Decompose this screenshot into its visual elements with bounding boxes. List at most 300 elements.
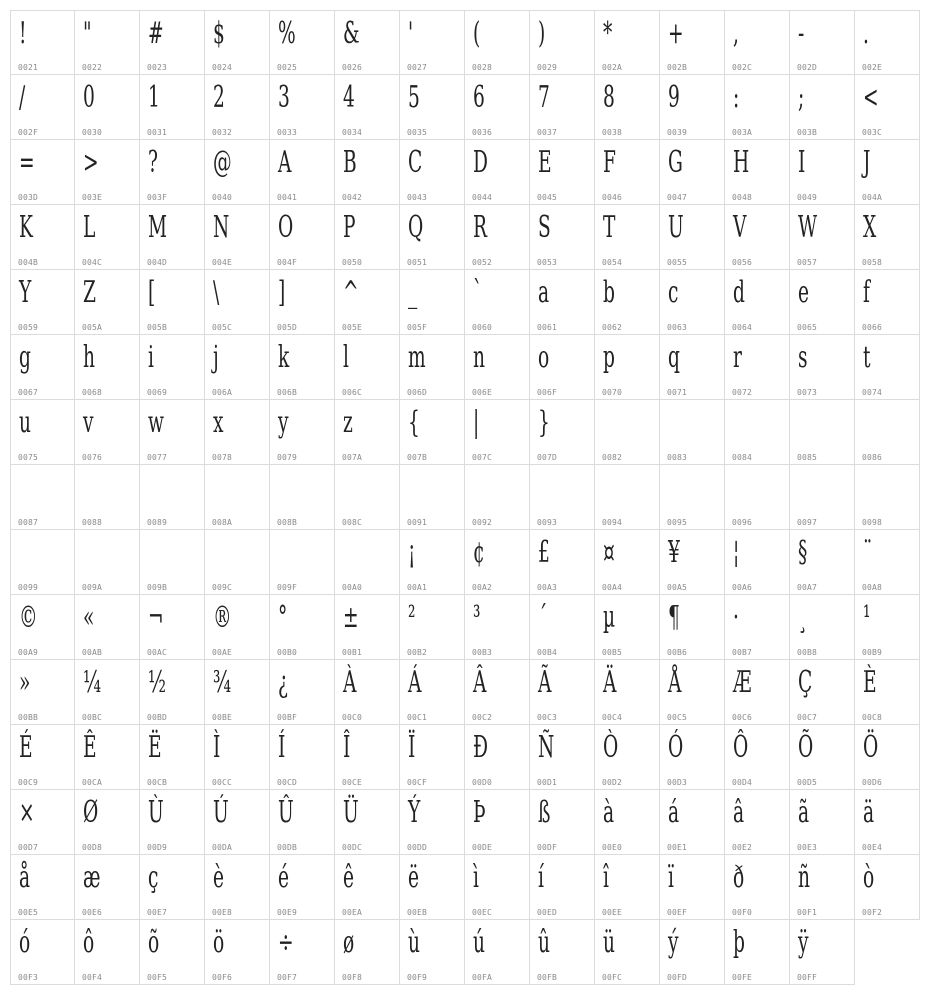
- glyph-cell: [725, 595, 790, 660]
- codepoint-label: 00D4: [732, 778, 753, 787]
- codepoint-label: 0032: [212, 128, 233, 137]
- glyph-sample: w: [148, 405, 164, 440]
- codepoint-label: 00BF: [277, 713, 298, 722]
- glyph-sample: T: [603, 210, 616, 245]
- glyph-sample: j: [213, 340, 219, 375]
- glyph-cell: [75, 400, 140, 465]
- codepoint-label: 00C7: [797, 713, 818, 722]
- glyph-cell: [140, 400, 205, 465]
- codepoint-label: 00EE: [602, 908, 623, 917]
- glyph-cell: [270, 855, 335, 920]
- glyph-cell: [465, 75, 530, 140]
- glyph-cell: [75, 10, 140, 75]
- glyph-sample: ·: [733, 600, 739, 635]
- codepoint-label: 00DC: [342, 843, 363, 852]
- codepoint-label: 005C: [212, 323, 233, 332]
- glyph-sample: é: [278, 860, 290, 895]
- glyph-sample: 9: [668, 80, 680, 115]
- glyph-cell: [205, 725, 270, 790]
- glyph-sample: ^: [343, 275, 359, 310]
- glyph-cell: [400, 530, 465, 595]
- glyph-sample: I: [798, 145, 806, 180]
- glyph-sample: Ê: [83, 730, 97, 765]
- glyph-sample: Ö: [863, 730, 879, 765]
- glyph-cell: [595, 465, 660, 530]
- glyph-sample: ): [538, 16, 546, 51]
- glyph-sample: Æ: [733, 665, 752, 700]
- codepoint-label: 003B: [797, 128, 818, 137]
- glyph-sample: ï: [668, 860, 674, 895]
- codepoint-label: 00B5: [602, 648, 623, 657]
- glyph-sample: e: [798, 275, 810, 310]
- glyph-cell: [465, 530, 530, 595]
- codepoint-label: 00F4: [82, 973, 103, 982]
- glyph-cell: [465, 335, 530, 400]
- glyph-cell: [465, 465, 530, 530]
- codepoint-label: 0044: [472, 193, 493, 202]
- codepoint-label: 0046: [602, 193, 623, 202]
- codepoint-label: 00F9: [407, 973, 428, 982]
- codepoint-label: 0049: [797, 193, 818, 202]
- codepoint-label: 00E7: [147, 908, 168, 917]
- glyph-cell: [530, 10, 595, 75]
- glyph-cell: [75, 465, 140, 530]
- glyph-sample: Ð: [473, 730, 489, 765]
- glyph-sample: Þ: [473, 795, 486, 830]
- glyph-cell: [660, 140, 725, 205]
- glyph-cell: [205, 335, 270, 400]
- glyph-cell: [10, 660, 75, 725]
- glyph-cell: [75, 725, 140, 790]
- codepoint-label: 002A: [602, 63, 623, 72]
- glyph-sample: í: [538, 860, 544, 895]
- glyph-cell: [660, 205, 725, 270]
- glyph-cell: [725, 10, 790, 75]
- glyph-cell: [400, 400, 465, 465]
- glyph-sample: ¥: [668, 535, 680, 570]
- codepoint-label: 0055: [667, 258, 688, 267]
- glyph-cell: [660, 855, 725, 920]
- glyph-sample: ½: [148, 665, 167, 700]
- glyph-cell: [75, 270, 140, 335]
- glyph-sample: N: [213, 210, 230, 245]
- glyph-sample: Ì: [213, 730, 221, 765]
- glyph-cell: [270, 725, 335, 790]
- glyph-sample: g: [19, 340, 31, 375]
- glyph-cell: [595, 920, 660, 985]
- codepoint-label: 00E8: [212, 908, 233, 917]
- glyph-sample: ð: [733, 860, 745, 895]
- codepoint-label: 002E: [862, 63, 883, 72]
- codepoint-label: 00F3: [18, 973, 39, 982]
- glyph-sample: a: [538, 275, 550, 310]
- glyph-sample: æ: [83, 860, 101, 895]
- codepoint-label: 0067: [18, 388, 39, 397]
- glyph-sample: 0: [83, 80, 95, 115]
- codepoint-label: 0031: [147, 128, 168, 137]
- codepoint-label: 0037: [537, 128, 558, 137]
- codepoint-label: 008C: [342, 518, 363, 527]
- codepoint-label: 004E: [212, 258, 233, 267]
- codepoint-label: 002B: [667, 63, 688, 72]
- codepoint-label: 0038: [602, 128, 623, 137]
- codepoint-label: 00AC: [147, 648, 168, 657]
- codepoint-label: 00C0: [342, 713, 363, 722]
- glyph-cell: [75, 75, 140, 140]
- codepoint-label: 00DF: [537, 843, 558, 852]
- glyph-sample: &: [343, 16, 360, 51]
- glyph-sample: Å: [668, 665, 682, 700]
- codepoint-label: 00CC: [212, 778, 233, 787]
- glyph-cell: [335, 660, 400, 725]
- codepoint-label: 005D: [277, 323, 298, 332]
- codepoint-label: 00E5: [18, 908, 39, 917]
- glyph-cell: [725, 205, 790, 270]
- codepoint-label: 00FD: [667, 973, 688, 982]
- glyph-cell: [790, 335, 855, 400]
- glyph-cell: [790, 660, 855, 725]
- glyph-cell: [270, 920, 335, 985]
- glyph-cell: [335, 400, 400, 465]
- glyph-sample: ã: [798, 795, 810, 830]
- glyph-sample: b: [603, 275, 615, 310]
- glyph-cell: [10, 855, 75, 920]
- codepoint-label: 0029: [537, 63, 558, 72]
- glyph-sample: ß: [538, 795, 551, 830]
- glyph-cell: [270, 660, 335, 725]
- glyph-sample: ý: [668, 925, 679, 960]
- glyph-sample: E: [538, 145, 552, 180]
- codepoint-label: 00CF: [407, 778, 428, 787]
- glyph-sample: ¾: [213, 665, 232, 700]
- glyph-cell: [465, 660, 530, 725]
- codepoint-label: 0045: [537, 193, 558, 202]
- glyph-sample: r: [733, 340, 742, 375]
- codepoint-label: 0073: [797, 388, 818, 397]
- glyph-cell: [270, 140, 335, 205]
- glyph-cell: [270, 270, 335, 335]
- glyph-sample: U: [668, 210, 684, 245]
- glyph-sample: è: [213, 860, 225, 895]
- glyph-cell: [10, 140, 75, 205]
- codepoint-label: 004F: [277, 258, 298, 267]
- glyph-sample: ì: [473, 860, 479, 895]
- codepoint-label: 0058: [862, 258, 883, 267]
- glyph-sample: c: [668, 275, 679, 310]
- glyph-cell: [530, 595, 595, 660]
- codepoint-label: 00E1: [667, 843, 688, 852]
- codepoint-label: 0042: [342, 193, 363, 202]
- glyph-cell: [530, 920, 595, 985]
- glyph-sample: Î: [343, 730, 351, 765]
- glyph-sample: >: [83, 145, 99, 180]
- codepoint-label: 00E2: [732, 843, 753, 852]
- codepoint-label: 0059: [18, 323, 39, 332]
- glyph-cell: [660, 270, 725, 335]
- glyph-cell: [855, 335, 920, 400]
- codepoint-label: 00F6: [212, 973, 233, 982]
- glyph-sample: +: [668, 16, 684, 51]
- glyph-cell: [660, 920, 725, 985]
- glyph-cell: [140, 920, 205, 985]
- glyph-cell: [140, 205, 205, 270]
- glyph-cell: [270, 465, 335, 530]
- glyph-cell: [530, 855, 595, 920]
- codepoint-label: 0099: [18, 583, 39, 592]
- glyph-cell: [660, 400, 725, 465]
- glyph-sample: W: [798, 210, 818, 245]
- glyph-cell: [855, 465, 920, 530]
- codepoint-label: 00DB: [277, 843, 298, 852]
- glyph-sample: `: [473, 275, 483, 310]
- codepoint-label: 0033: [277, 128, 298, 137]
- codepoint-label: 00EC: [472, 908, 493, 917]
- glyph-sample: ç: [148, 860, 159, 895]
- glyph-cell: [855, 140, 920, 205]
- glyph-cell: [205, 790, 270, 855]
- codepoint-label: 00D8: [82, 843, 103, 852]
- glyph-sample: _: [408, 275, 418, 310]
- codepoint-label: 00CB: [147, 778, 168, 787]
- codepoint-label: 00A2: [472, 583, 493, 592]
- glyph-sample: R: [473, 210, 488, 245]
- glyph-sample: x: [213, 405, 224, 440]
- glyph-sample: ú: [473, 925, 485, 960]
- glyph-sample: ®: [213, 600, 232, 635]
- codepoint-label: 00FC: [602, 973, 623, 982]
- codepoint-label: 0068: [82, 388, 103, 397]
- glyph-cell: [790, 595, 855, 660]
- codepoint-label: 00D7: [18, 843, 39, 852]
- codepoint-label: 00BB: [18, 713, 39, 722]
- glyph-cell: [660, 530, 725, 595]
- codepoint-label: 00A6: [732, 583, 753, 592]
- codepoint-label: 00ED: [537, 908, 558, 917]
- glyph-sample: @: [213, 145, 232, 180]
- glyph-cell: [790, 725, 855, 790]
- codepoint-label: 00BE: [212, 713, 233, 722]
- glyph-cell: [725, 790, 790, 855]
- codepoint-label: 00A7: [797, 583, 818, 592]
- glyph-sample: z: [343, 405, 353, 440]
- codepoint-label: 0057: [797, 258, 818, 267]
- glyph-cell: [725, 530, 790, 595]
- codepoint-label: 0083: [667, 453, 688, 462]
- glyph-cell: [335, 140, 400, 205]
- codepoint-label: 00C2: [472, 713, 493, 722]
- glyph-cell: [205, 10, 270, 75]
- glyph-sample: ¼: [83, 665, 102, 700]
- glyph-cell: [400, 595, 465, 660]
- glyph-cell: [205, 920, 270, 985]
- glyph-sample: X: [863, 210, 877, 245]
- glyph-cell: [140, 465, 205, 530]
- codepoint-label: 0098: [862, 518, 883, 527]
- glyph-sample: q: [668, 340, 680, 375]
- glyph-cell: [10, 530, 75, 595]
- glyph-cell: [725, 400, 790, 465]
- glyph-cell: [270, 790, 335, 855]
- glyph-cell: [10, 400, 75, 465]
- glyph-sample: K: [19, 210, 33, 245]
- glyph-sample: Â: [473, 665, 487, 700]
- glyph-sample: ´: [538, 600, 548, 635]
- glyph-sample: ó: [19, 925, 31, 960]
- codepoint-label: 00E0: [602, 843, 623, 852]
- glyph-sample: ²: [408, 600, 416, 635]
- codepoint-label: 0069: [147, 388, 168, 397]
- glyph-cell: [400, 465, 465, 530]
- glyph-cell: [790, 270, 855, 335]
- glyph-cell: [270, 75, 335, 140]
- glyph-sample: µ: [603, 600, 616, 635]
- glyph-cell: [205, 465, 270, 530]
- codepoint-label: 00A0: [342, 583, 363, 592]
- glyph-cell: [75, 140, 140, 205]
- glyph-sample: £: [538, 535, 550, 570]
- glyph-cell: [335, 790, 400, 855]
- codepoint-label: 0025: [277, 63, 298, 72]
- glyph-cell: [790, 400, 855, 465]
- glyph-sample: »: [19, 665, 31, 700]
- glyph-cell: [660, 660, 725, 725]
- glyph-sample: ³: [473, 600, 481, 635]
- glyph-sample: M: [148, 210, 168, 245]
- glyph-sample: ": [83, 16, 92, 51]
- codepoint-label: 009B: [147, 583, 168, 592]
- glyph-sample: ¸: [798, 600, 808, 635]
- glyph-sample: ë: [408, 860, 420, 895]
- glyph-sample: 4: [343, 80, 355, 115]
- codepoint-label: 006A: [212, 388, 233, 397]
- glyph-sample: ¨: [863, 535, 873, 570]
- glyph-sample: ¬: [148, 600, 164, 635]
- glyph-cell: [205, 400, 270, 465]
- glyph-sample: î: [603, 860, 609, 895]
- glyph-cell: [335, 725, 400, 790]
- glyph-cell: [595, 595, 660, 660]
- codepoint-label: 00FA: [472, 973, 493, 982]
- codepoint-label: 0078: [212, 453, 233, 462]
- glyph-sample: ¹: [863, 600, 871, 635]
- codepoint-label: 00AB: [82, 648, 103, 657]
- codepoint-label: 006B: [277, 388, 298, 397]
- codepoint-label: 00B8: [797, 648, 818, 657]
- glyph-sample: k: [278, 340, 290, 375]
- glyph-cell: [140, 595, 205, 660]
- glyph-sample: f: [863, 275, 870, 310]
- glyph-sample: 5: [408, 80, 420, 115]
- codepoint-label: 009A: [82, 583, 103, 592]
- glyph-cell: [595, 335, 660, 400]
- glyph-sample: 2: [213, 80, 225, 115]
- codepoint-label: 0064: [732, 323, 753, 332]
- glyph-sample: :: [733, 80, 740, 115]
- glyph-sample: Û: [278, 795, 294, 830]
- codepoint-label: 003F: [147, 193, 168, 202]
- glyph-cell: [400, 920, 465, 985]
- glyph-cell: [10, 790, 75, 855]
- codepoint-label: 003E: [82, 193, 103, 202]
- glyph-cell: [270, 10, 335, 75]
- glyph-sample: G: [668, 145, 683, 180]
- codepoint-label: 00CE: [342, 778, 363, 787]
- glyph-cell: [530, 75, 595, 140]
- glyph-sample: u: [19, 405, 31, 440]
- codepoint-label: 004A: [862, 193, 883, 202]
- glyph-sample: ¿: [278, 665, 288, 700]
- codepoint-label: 00D6: [862, 778, 883, 787]
- glyph-cell: [335, 855, 400, 920]
- glyph-sample: m: [408, 340, 426, 375]
- glyph-sample: Ô: [733, 730, 749, 765]
- glyph-cell: [75, 790, 140, 855]
- glyph-sample: %: [278, 16, 296, 51]
- glyph-cell: [660, 465, 725, 530]
- glyph-cell: [855, 270, 920, 335]
- glyph-cell: [660, 725, 725, 790]
- glyph-sample: }: [538, 405, 550, 440]
- glyph-sample: ?: [148, 145, 158, 180]
- glyph-cell: [140, 660, 205, 725]
- glyph-sample: [: [148, 275, 156, 310]
- codepoint-label: 005E: [342, 323, 363, 332]
- glyph-sample: É: [19, 730, 33, 765]
- glyph-cell: [660, 335, 725, 400]
- glyph-sample: §: [798, 535, 808, 570]
- glyph-cell: [725, 725, 790, 790]
- glyph-cell: [725, 465, 790, 530]
- codepoint-label: 00A1: [407, 583, 428, 592]
- glyph-sample: ¤: [603, 535, 615, 570]
- codepoint-label: 009C: [212, 583, 233, 592]
- glyph-sample: ¡: [408, 535, 416, 570]
- glyph-sample: «: [83, 600, 95, 635]
- glyph-cell: [530, 400, 595, 465]
- codepoint-label: 004D: [147, 258, 168, 267]
- codepoint-label: 00E3: [797, 843, 818, 852]
- glyph-sample: ù: [408, 925, 420, 960]
- glyph-sample: Ú: [213, 795, 229, 830]
- codepoint-label: 00C1: [407, 713, 428, 722]
- glyph-cell: [790, 790, 855, 855]
- glyph-cell: [75, 660, 140, 725]
- glyph-sample: ]: [278, 275, 286, 310]
- codepoint-label: 003A: [732, 128, 753, 137]
- codepoint-label: 0052: [472, 258, 493, 267]
- codepoint-label: 0048: [732, 193, 753, 202]
- glyph-sample: B: [343, 145, 357, 180]
- glyph-cell: [530, 205, 595, 270]
- codepoint-label: 0024: [212, 63, 233, 72]
- glyph-cell: [10, 270, 75, 335]
- glyph-cell: [725, 335, 790, 400]
- glyph-cell: [400, 725, 465, 790]
- codepoint-label: 008A: [212, 518, 233, 527]
- glyph-cell: [595, 790, 660, 855]
- codepoint-label: 00BC: [82, 713, 103, 722]
- glyph-sample: O: [278, 210, 294, 245]
- codepoint-label: 00D5: [797, 778, 818, 787]
- glyph-sample: L: [83, 210, 96, 245]
- glyph-sample: ;: [798, 80, 805, 115]
- glyph-sample: á: [668, 795, 680, 830]
- glyph-cell: [725, 855, 790, 920]
- glyph-sample: (: [473, 16, 481, 51]
- codepoint-label: 0026: [342, 63, 363, 72]
- glyph-sample: õ: [148, 925, 160, 960]
- glyph-cell: [660, 10, 725, 75]
